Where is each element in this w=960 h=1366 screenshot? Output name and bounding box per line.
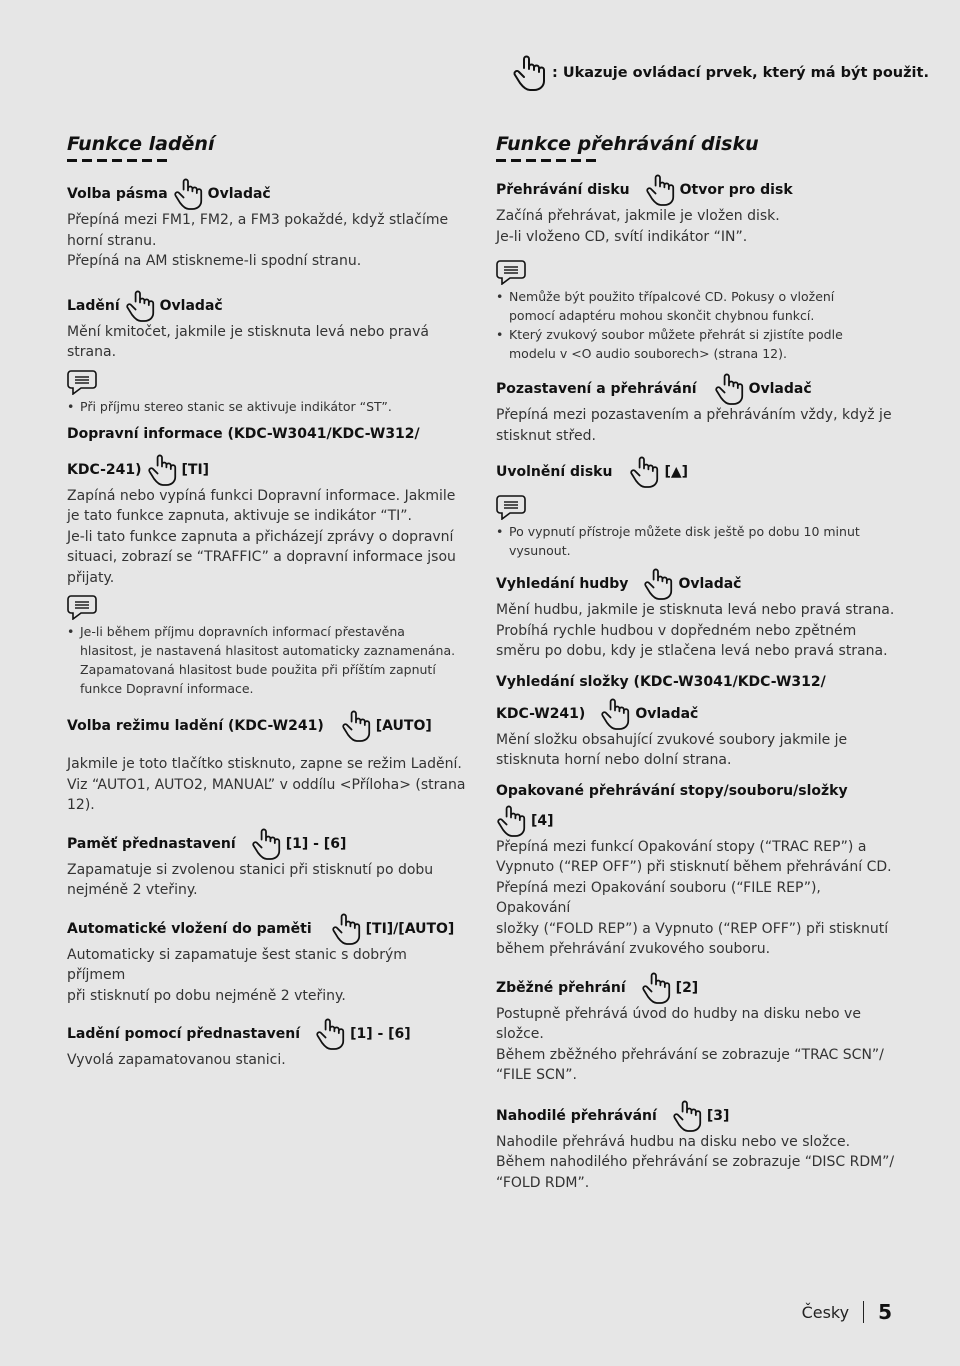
- left-column: [67, 132, 467, 1079]
- item-pause-play: [496, 373, 896, 446]
- hand-press-icon: [147, 454, 177, 486]
- item-head: Dopravní informace (KDC-W3041/KDC-W312/: [67, 425, 420, 442]
- item-text: složce.: [496, 1026, 544, 1042]
- note-text: vysunout.: [509, 543, 571, 558]
- item-text: při stisknutí po dobu nejméně 2 vteřiny.: [67, 987, 346, 1004]
- item-text: Automaticky si zapamatuje šest stanic s dobrým příjmem: [67, 946, 407, 983]
- item-text: Zapamatuje si zvolenou stanici při stisknutí po dobu: [67, 861, 434, 878]
- item-text: Probíhá rychle hudbou v dopředném nebo zpětném: [496, 622, 857, 639]
- item-text: “FOLD RDM”.: [496, 1174, 590, 1191]
- control-label: [2]: [675, 979, 699, 996]
- item-text: Přepíná mezi FM1, FM2, a FM3 pokaždé, když stlačíme: [67, 212, 449, 228]
- item-head-cont: KDC-241): [67, 461, 142, 478]
- note-text: • Nemůže být použito třípalcové CD. Pokusy o vložení: [496, 287, 896, 306]
- control-label: Ovladač: [207, 186, 271, 202]
- item-auto-memory: [67, 913, 467, 1007]
- item-head: Zběžné přehrání: [496, 979, 626, 996]
- hand-press-icon: [600, 698, 630, 730]
- control-label: [AUTO]: [375, 718, 432, 734]
- item-traffic-info: [67, 424, 467, 699]
- control-label: [4]: [531, 812, 554, 829]
- item-folder-search: [496, 672, 896, 771]
- item-disc-eject: [496, 456, 896, 560]
- item-text: horní stranu.: [67, 232, 157, 249]
- item-text: Mění hudbu, jakmile je stisknuta levá nebo pravá strana.: [496, 602, 895, 618]
- item-text: Postupně přehrává úvod do hudby na disku nebo ve: [496, 1005, 861, 1022]
- note-icon: [496, 259, 526, 285]
- note-text: • Po vypnutí přístroje můžete disk ještě po dobu 10 minut: [496, 522, 896, 541]
- title-underline: [496, 159, 600, 162]
- item-head: Automatické vložení do paměti: [67, 920, 312, 937]
- note-icon: [67, 594, 97, 620]
- item-text: strana.: [67, 344, 117, 360]
- control-label: [TI]: [181, 461, 210, 478]
- item-text: Přepíná mezi Opakování souboru (“FILE REP”), Opakování: [496, 879, 821, 916]
- hand-press-icon: [315, 1018, 345, 1050]
- control-label: [TI]/[AUTO]: [365, 920, 455, 937]
- control-label: Ovladač: [748, 381, 812, 397]
- item-repeat: [496, 781, 896, 960]
- item-text: Viz “AUTO1, AUTO2, MANUAL” v oddílu <Příloha> (strana: [67, 776, 466, 793]
- item-head: Přehrávání disku: [496, 182, 630, 198]
- control-label: [▲]: [664, 464, 689, 480]
- item-head: Paměť přednastavení: [67, 835, 236, 852]
- item-text: Zapíná nebo vypíná funkci Dopravní informace. Jakmile: [67, 487, 456, 504]
- control-label: Ovladač: [159, 297, 223, 314]
- item-text: Mění kmitočet, jakmile je stisknuta levá nebo pravá: [67, 323, 429, 340]
- item-tuning-mode: [67, 710, 467, 816]
- control-label: Ovladač: [678, 576, 742, 592]
- section-title-tuning: Funkce ladění: [67, 133, 215, 155]
- hand-press-icon: [173, 178, 203, 210]
- item-music-search: [496, 568, 896, 662]
- hand-press-icon: [643, 568, 673, 600]
- hand-press-icon: [125, 290, 155, 322]
- note-icon: [496, 494, 526, 520]
- language-label: Česky: [801, 1302, 850, 1322]
- footer-divider: [863, 1301, 864, 1323]
- note-icon: [67, 369, 97, 395]
- page-footer: [802, 1300, 892, 1324]
- item-text: je tato funkce zapnuta, aktivuje se indikátor “TI”.: [67, 508, 413, 524]
- item-text: složky (“FOLD REP”) a Vypnuto (“REP OFF”) při stisknutí: [496, 920, 889, 937]
- item-head: Ladění: [67, 297, 120, 314]
- section-title-disc: Funkce přehrávání disku: [496, 133, 759, 155]
- item-scan: [496, 972, 896, 1086]
- item-text: Jakmile je toto tlačítko stisknuto, zapne se režim Ladění.: [67, 756, 462, 772]
- item-head: Volba pásma: [67, 186, 168, 202]
- item-text: směru po dobu, kdy je stlačena levá nebo pravá strana.: [496, 643, 888, 659]
- hand-press-icon: [714, 373, 744, 405]
- note-text: • Který zvukový soubor můžete přehrát si zjistíte podle: [496, 325, 896, 344]
- hand-press-icon: [331, 913, 361, 945]
- note-text: • Při příjmu stereo stanic se aktivuje indikátor “ST”.: [67, 397, 467, 416]
- item-head: Uvolnění disku: [496, 464, 613, 480]
- hand-press-icon: [251, 828, 281, 860]
- item-tuning: [67, 290, 467, 416]
- hand-press-icon: [512, 55, 546, 91]
- item-band-select: [67, 178, 467, 272]
- item-text: Je-li tato funkce zapnuta a přicházejí zprávy o dopravní: [67, 528, 454, 545]
- hand-press-icon: [672, 1100, 702, 1132]
- item-text: Je-li vloženo CD, svítí indikátor “IN”.: [496, 228, 748, 245]
- control-label: [1] - [6]: [350, 1026, 411, 1042]
- note-text: Zapamatovaná hlasitost bude použita při příštím zapnutí: [80, 662, 436, 677]
- item-text: Nahodile přehrává hudbu na disku nebo ve složce.: [496, 1133, 851, 1150]
- title-underline: [67, 159, 171, 162]
- hand-press-icon: [496, 805, 526, 837]
- item-preset-tuning: [67, 1018, 467, 1071]
- item-head: Volba režimu ladění (KDC-W241): [67, 718, 324, 734]
- item-text: Přepíná mezi pozastavením a přehráváním vždy, když je: [496, 407, 892, 423]
- item-text: Přepíná mezi funkcí Opakování stopy (“TRAC REP”) a: [496, 838, 867, 855]
- item-text: přijaty.: [67, 569, 115, 586]
- item-text: Mění složku obsahující zvukové soubory jakmile je: [496, 731, 848, 748]
- hand-press-icon: [641, 972, 671, 1004]
- hand-press-icon: [341, 710, 371, 742]
- item-text: Během nahodilého přehrávání se zobrazuje “DISC RDM”/: [496, 1154, 895, 1170]
- control-label: Ovladač: [635, 705, 699, 722]
- item-head: Nahodilé přehrávání: [496, 1107, 657, 1124]
- legend-text: : Ukazuje ovládací prvek, který má být použit.: [552, 65, 929, 81]
- note-text: hlasitost, je nastavená hlasitost automaticky zaznamenána.: [80, 643, 456, 658]
- item-text: stisknuta horní nebo dolní strana.: [496, 752, 732, 768]
- item-random: [496, 1100, 896, 1194]
- item-text: Vyvolá zapamatovanou stanici.: [67, 1052, 286, 1068]
- item-head-cont: KDC-W241): [496, 705, 586, 722]
- page-number: 5: [878, 1300, 892, 1324]
- hand-press-icon: [629, 456, 659, 488]
- item-head: Vyhledání složky (KDC-W3041/KDC-W312/: [496, 673, 826, 690]
- item-head: Ladění pomocí přednastavení: [67, 1026, 301, 1042]
- legend: [512, 55, 929, 91]
- item-text: stisknut střed.: [496, 427, 596, 444]
- item-text: “FILE SCN”.: [496, 1067, 577, 1083]
- note-text: • Je-li během příjmu dopravních informací přestavěna: [67, 622, 467, 641]
- item-text: Přepíná na AM stiskneme-li spodní stranu.: [67, 253, 362, 269]
- item-head: Pozastavení a přehrávání: [496, 381, 697, 397]
- note-text: pomocí adaptéru mohou skončit chybnou funkcí.: [509, 308, 815, 323]
- control-label: [3]: [706, 1107, 730, 1124]
- item-text: 12).: [67, 797, 95, 813]
- item-preset-memory: [67, 828, 467, 901]
- item-text: nejméně 2 vteřiny.: [67, 882, 198, 898]
- control-label: Otvor pro disk: [679, 182, 793, 198]
- note-text: funkce Dopravní informace.: [80, 681, 254, 696]
- item-text: situaci, zobrazí se “TRAFFIC” a dopravní informace jsou: [67, 549, 456, 565]
- item-disc-play: [496, 174, 896, 363]
- item-text: Během zběžného přehrávání se zobrazuje “TRAC SCN”/: [496, 1046, 884, 1063]
- item-head: Vyhledání hudby: [496, 576, 629, 592]
- hand-press-icon: [645, 174, 675, 206]
- item-text: Začíná přehrávat, jakmile je vložen disk.: [496, 208, 780, 224]
- item-head: Opakované přehrávání stopy/souboru/složky: [496, 782, 848, 799]
- item-text: Vypnuto (“REP OFF”) při stisknutí během přehrávání CD.: [496, 859, 892, 875]
- control-label: [1] - [6]: [285, 835, 347, 852]
- item-text: během přehrávání zvukového souboru.: [496, 941, 771, 957]
- right-column: [496, 132, 896, 1201]
- note-text: modelu v <O audio souborech> (strana 12).: [509, 346, 787, 361]
